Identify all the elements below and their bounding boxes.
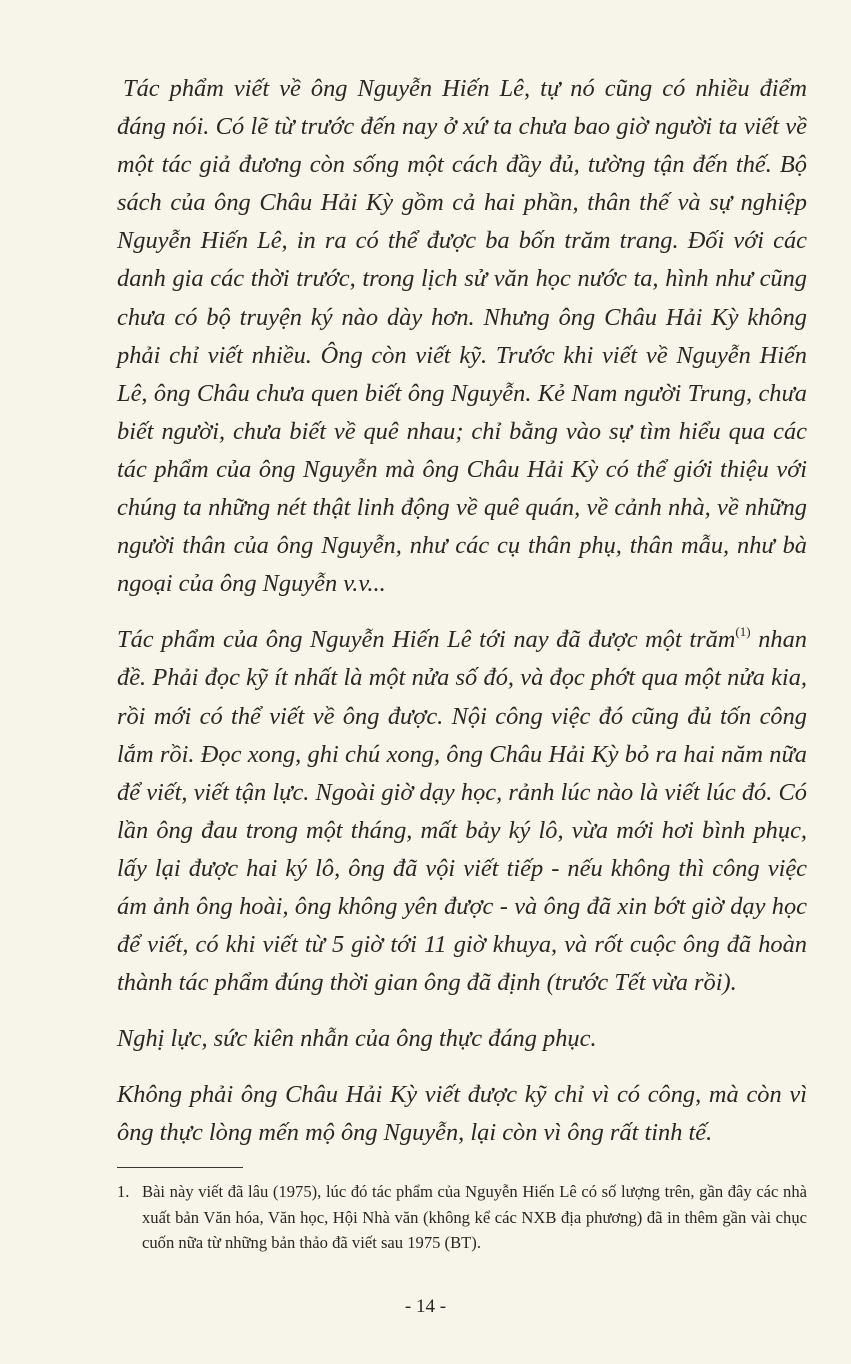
- body-text: [117, 70, 807, 1171]
- page-number: - 14 -: [404, 1296, 447, 1317]
- paragraph-1: Tác phẩm viết về ông Nguyễn Hiến Lê, tự nó cũng có nhiều điểm đáng nói. Có lẽ từ trước đến nay ở xứ ta chưa bao giờ người ta viết về một tác giả đương còn sống một cách đầy đủ, tường tận đến thế. Bộ sách của ông Châu Hải Kỳ gồm cả hai phần, thân thế và sự nghiệp Nguyễn Hiến Lê, in ra có thể được ba bốn trăm trang. Đối với các danh gia các thời trước, trong lịch sử văn học nước ta, hình như cũng chưa có bộ truyện ký nào dày hơn. Nhưng ông Châu Hải Kỳ không phải chỉ viết nhiều. Ông còn viết kỹ. Trước khi viết về Nguyễn Hiến Lê, ông Châu chưa quen biết ông Nguyễn. Kẻ Nam người Trung, chưa biết người, chưa biết về quê nhau; chỉ bằng vào sự tìm hiểu qua các tác phẩm của ông Nguyễn mà ông Châu Hải Kỳ có thể giới thiệu với chúng ta những nét thật linh động về quê quán, về cảnh nhà, về những người thân của ông Nguyễn, như các cụ thân phụ, thân mẫu, như bà ngoại của ông Nguyễn v.v...: [117, 75, 807, 598]
- paragraph-2-lead: Tác phẩm của ông Nguyễn Hiến Lê tới nay đã được một trăm: [117, 626, 736, 654]
- footnote: [117, 1179, 807, 1256]
- footnote-reference: (1): [735, 624, 751, 640]
- paragraph-2-rest: nhan đề. Phải đọc kỹ ít nhất là một nửa số đó, và đọc phớt qua một nửa kia, rồi mới có thể viết về ông được. Nội công việc đó cũng đủ tốn công lắm rồi. Đọc xong, ghi chú xong, ông Châu Hải Kỳ bỏ ra hai năm nữa để viết, viết tận lực. Ngoài giờ dạy học, rảnh lúc nào là viết lúc đó. Có lần ông đau trong một tháng, mất bảy ký lô, vừa mới hơi bình phục, lấy lại được hai ký lô, ông đã vội viết tiếp - nếu không thì công việc ám ảnh ông hoài, ông không yên được - và ông đã xin bớt giờ dạy học để viết, có khi viết từ 5 giờ tới 11 giờ khuya, và rốt cuộc ông đã hoàn thành tác phẩm đúng thời gian ông đã định (trước Tết vừa rồi).: [117, 626, 807, 997]
- paragraph-2: [117, 621, 807, 1002]
- footnote-number: 1.: [117, 1182, 130, 1201]
- footnote-text: Bài này viết đã lâu (1975), lúc đó tác phẩm của Nguyễn Hiến Lê có số lượng trên, gần đây các nhà xuất bản Văn hóa, Văn học, Hội Nhà văn (không kể các NXB địa phương) đã in thêm gần vài chục cuốn nữa từ những bản thảo đã viết sau 1975 (BT).: [142, 1182, 807, 1252]
- paragraph-4: Không phải ông Châu Hải Kỳ viết được kỹ chỉ vì có công, mà còn vì ông thực lòng mến mộ ông Nguyễn, lại còn vì ông rất tinh tế.: [117, 1081, 807, 1147]
- footnote-divider: [117, 1167, 243, 1168]
- paragraph-3: Nghị lực, sức kiên nhẫn của ông thực đáng phục.: [117, 1025, 597, 1053]
